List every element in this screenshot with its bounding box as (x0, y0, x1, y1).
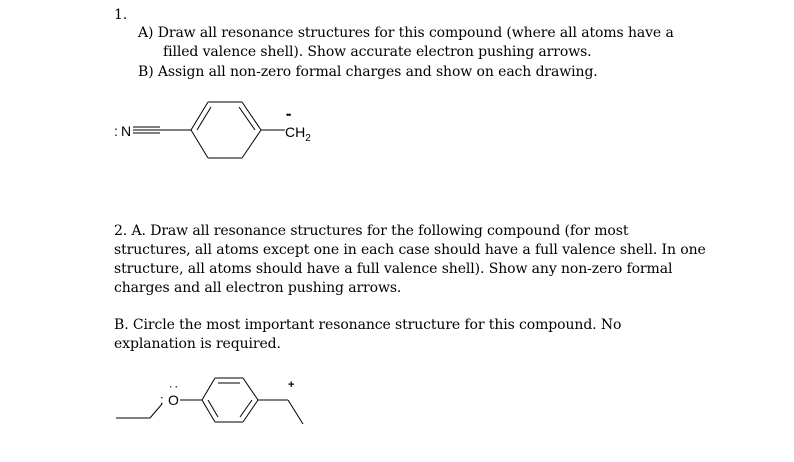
question-1-part-a-line-1: A) Draw all resonance structures for this compound (where all atoms have a (138, 25, 674, 41)
oxygen-lone-pair-top: : (167, 385, 182, 389)
methylene-group: $CH_2$ (285, 124, 311, 144)
oxygen-atom: O (168, 392, 179, 408)
question-2-part-b-line-1: B. Circle the most important resonance structure for this compound. No (114, 317, 622, 333)
carbanion-lone-pair: •• (286, 110, 291, 120)
carbocation-side-chain (258, 400, 303, 424)
nitrogen-lone-pair: : (114, 123, 118, 139)
question-2-part-a-line-1: 2. A. Draw all resonance structures for the following compound (for most (114, 223, 629, 239)
question-1-part-a-line-2: filled valence shell). Show accurate electron pushing arrows. (163, 44, 592, 60)
question-2-part-a-line-3: structure, all atoms should have a full valence shell). Show any non-zero formal (114, 261, 673, 277)
question-2-part-a-line-2: structures, all atoms except one in each case should have a full valence shell. In one (114, 242, 706, 258)
question-2-part-a-line-4: charges and all electron pushing arrows. (114, 280, 402, 296)
propyl-chain (116, 404, 162, 418)
question-1-number: 1. (114, 7, 128, 23)
question-1-part-b: B) Assign all non-zero formal charges and show on each drawing. (138, 64, 598, 80)
nitrogen-atom: N (121, 123, 132, 139)
positive-charge: + (288, 379, 295, 391)
question-2-part-b-line-2: explanation is required. (114, 336, 281, 352)
oxygen-lone-pair-left: : (160, 392, 164, 407)
benzene-ring (202, 378, 258, 422)
